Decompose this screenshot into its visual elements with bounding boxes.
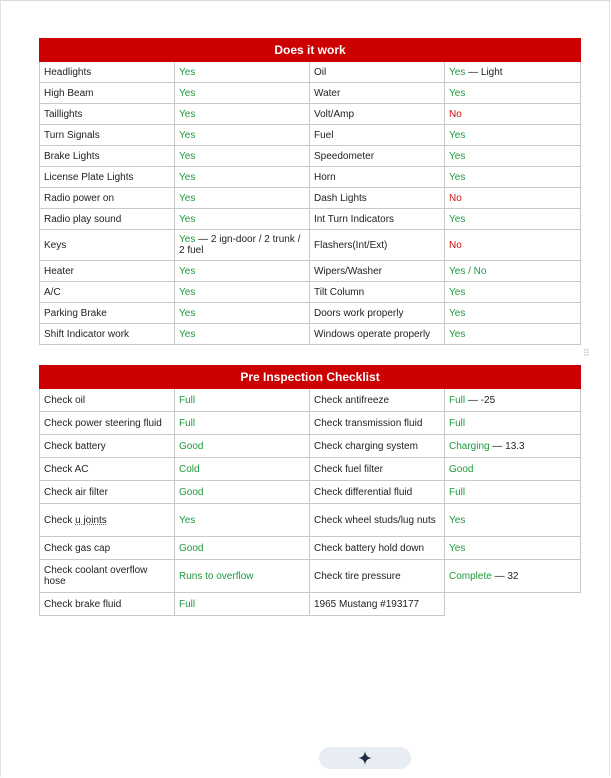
item-status <box>175 83 310 104</box>
sparkle-icon <box>358 751 372 765</box>
item-label: Check coolant overflow hose <box>40 560 175 593</box>
item-status <box>445 282 581 303</box>
status-value: Yes <box>449 542 466 554</box>
item-label: Check gas cap <box>40 537 175 560</box>
status-value: Yes <box>179 286 196 298</box>
item-status <box>175 188 310 209</box>
does-it-work-header: Does it work <box>40 39 581 62</box>
status-value: Yes <box>449 66 466 78</box>
status-value: Full <box>179 598 196 610</box>
status-value: Yes <box>449 514 466 526</box>
table-row <box>40 209 581 230</box>
status-value: Complete <box>449 570 492 582</box>
item-label: Check brake fluid <box>40 593 175 616</box>
item-label: Headlights <box>40 62 175 83</box>
status-value: Cold <box>179 463 200 475</box>
item-status <box>175 282 310 303</box>
status-note: — -25 <box>465 394 496 406</box>
table-row <box>40 324 581 345</box>
status-value: Full <box>449 394 466 406</box>
table-drag-handle-icon[interactable]: ⠿ <box>583 348 591 358</box>
status-value: Good <box>179 440 204 452</box>
item-status <box>175 62 310 83</box>
table-row <box>40 230 581 261</box>
item-status <box>445 435 581 458</box>
status-value: Yes <box>179 307 196 319</box>
item-status <box>175 458 310 481</box>
status-value: Charging <box>449 440 490 452</box>
table-row <box>40 560 581 593</box>
table-row <box>40 458 581 481</box>
item-label: A/C <box>40 282 175 303</box>
item-label: Check tire pressure <box>310 560 445 593</box>
item-status <box>445 324 581 345</box>
status-value: Yes <box>179 213 196 225</box>
item-label: Taillights <box>40 104 175 125</box>
table-row <box>40 412 581 435</box>
item-status <box>445 458 581 481</box>
table-row <box>40 261 581 282</box>
pre-inspection-header: Pre Inspection Checklist <box>40 366 581 389</box>
table-row <box>40 282 581 303</box>
status-value: Yes <box>449 307 466 319</box>
status-value: No <box>449 108 462 120</box>
item-status <box>175 230 310 261</box>
item-label: Check antifreeze <box>310 389 445 412</box>
item-status <box>175 167 310 188</box>
item-label: License Plate Lights <box>40 167 175 188</box>
item-label: Brake Lights <box>40 146 175 167</box>
status-value: No <box>449 192 462 204</box>
item-label: Check power steering fluid <box>40 412 175 435</box>
item-status <box>175 593 310 616</box>
table-row <box>40 504 581 537</box>
item-status <box>445 481 581 504</box>
status-value: Yes <box>449 328 466 340</box>
table-row <box>40 188 581 209</box>
item-label: Check differential fluid <box>310 481 445 504</box>
item-label: Tilt Column <box>310 282 445 303</box>
item-label: Parking Brake <box>40 303 175 324</box>
item-status <box>445 412 581 435</box>
status-value: Yes <box>179 265 196 277</box>
item-label: Doors work properly <box>310 303 445 324</box>
status-value: Good <box>449 463 474 475</box>
status-value: Full <box>449 417 466 429</box>
status-value: Yes <box>179 328 196 340</box>
item-label: Dash Lights <box>310 188 445 209</box>
status-value: Yes <box>179 108 196 120</box>
item-status <box>445 261 581 282</box>
item-status <box>175 389 310 412</box>
status-value: Yes <box>449 87 466 99</box>
status-value: Good <box>179 542 204 554</box>
table-row <box>40 389 581 412</box>
item-label: Speedometer <box>310 146 445 167</box>
status-value: Full <box>449 486 466 498</box>
status-value: Yes / No <box>449 265 487 277</box>
status-value: Yes <box>179 66 196 78</box>
item-label: Oil <box>310 62 445 83</box>
table-row <box>40 167 581 188</box>
item-label: Shift Indicator work <box>40 324 175 345</box>
item-status <box>175 261 310 282</box>
table-row <box>40 593 581 616</box>
item-label: Check oil <box>40 389 175 412</box>
table-row <box>40 104 581 125</box>
item-status <box>445 146 581 167</box>
item-status <box>445 125 581 146</box>
status-value: Yes <box>449 286 466 298</box>
item-label-text: Check <box>44 514 76 526</box>
item-label: Check wheel studs/lug nuts <box>310 504 445 537</box>
item-label: Check transmission fluid <box>310 412 445 435</box>
table-row <box>40 537 581 560</box>
status-value: Yes <box>449 150 466 162</box>
item-status <box>175 504 310 537</box>
item-label: Horn <box>310 167 445 188</box>
status-note: — 32 <box>491 570 519 582</box>
item-label: High Beam <box>40 83 175 104</box>
status-value: Yes <box>449 129 466 141</box>
item-label: Water <box>310 83 445 104</box>
item-label: Check battery <box>40 435 175 458</box>
item-status <box>175 104 310 125</box>
item-status <box>445 209 581 230</box>
item-label: Fuel <box>310 125 445 146</box>
item-status <box>175 435 310 458</box>
ai-assist-button[interactable] <box>319 747 411 769</box>
item-status <box>445 504 581 537</box>
item-label: Turn Signals <box>40 125 175 146</box>
item-label: Wipers/Washer <box>310 261 445 282</box>
table-row <box>40 125 581 146</box>
item-label: Int Turn Indicators <box>310 209 445 230</box>
item-status <box>175 209 310 230</box>
status-value: Yes <box>179 150 196 162</box>
status-value: Yes <box>179 129 196 141</box>
status-value: Yes <box>179 87 196 99</box>
table-row <box>40 146 581 167</box>
item-label: Check air filter <box>40 481 175 504</box>
status-value: Runs to overflow <box>179 570 254 582</box>
item-status <box>445 188 581 209</box>
item-label: Radio power on <box>40 188 175 209</box>
table-row <box>40 303 581 324</box>
item-label: Check AC <box>40 458 175 481</box>
status-note: — 2 ign-door / 2 trunk / 2 fuel <box>179 234 301 256</box>
item-label: Check charging system <box>310 435 445 458</box>
item-label: Check battery hold down <box>310 537 445 560</box>
item-label <box>40 504 175 537</box>
item-status <box>175 537 310 560</box>
item-status <box>445 389 581 412</box>
table-row <box>40 62 581 83</box>
item-label: Heater <box>40 261 175 282</box>
item-label: Windows operate properly <box>310 324 445 345</box>
item-label: 1965 Mustang #193177 <box>310 593 445 616</box>
item-status <box>445 104 581 125</box>
status-note: — 13.3 <box>489 440 525 452</box>
status-value: Yes <box>179 192 196 204</box>
table-row <box>40 435 581 458</box>
table-row <box>40 481 581 504</box>
item-status <box>175 412 310 435</box>
item-status <box>175 324 310 345</box>
item-status <box>175 481 310 504</box>
item-label: Flashers(Int/Ext) <box>310 230 445 261</box>
status-value: Full <box>179 394 196 406</box>
item-status <box>175 303 310 324</box>
status-value: Yes <box>179 171 196 183</box>
item-status <box>175 560 310 593</box>
item-label-underlined-text: u joints <box>75 514 107 526</box>
status-value: Yes <box>449 213 466 225</box>
empty-cell <box>445 593 581 616</box>
table-row <box>40 83 581 104</box>
item-status <box>445 560 581 593</box>
status-value: Yes <box>179 514 196 526</box>
item-status <box>175 146 310 167</box>
item-status <box>445 303 581 324</box>
item-label: Volt/Amp <box>310 104 445 125</box>
status-value: Full <box>179 417 196 429</box>
item-label: Check fuel filter <box>310 458 445 481</box>
pre-inspection-table <box>39 365 581 616</box>
item-status <box>445 230 581 261</box>
item-label: Keys <box>40 230 175 261</box>
item-label: Radio play sound <box>40 209 175 230</box>
status-value: Yes <box>449 171 466 183</box>
item-status <box>445 537 581 560</box>
item-status <box>445 83 581 104</box>
item-status <box>445 62 581 83</box>
item-status <box>445 167 581 188</box>
status-value: No <box>449 239 462 251</box>
item-status <box>175 125 310 146</box>
does-it-work-table <box>39 38 581 345</box>
status-note: — Light <box>465 66 503 78</box>
status-value: Good <box>179 486 204 498</box>
status-value: Yes <box>179 234 196 245</box>
